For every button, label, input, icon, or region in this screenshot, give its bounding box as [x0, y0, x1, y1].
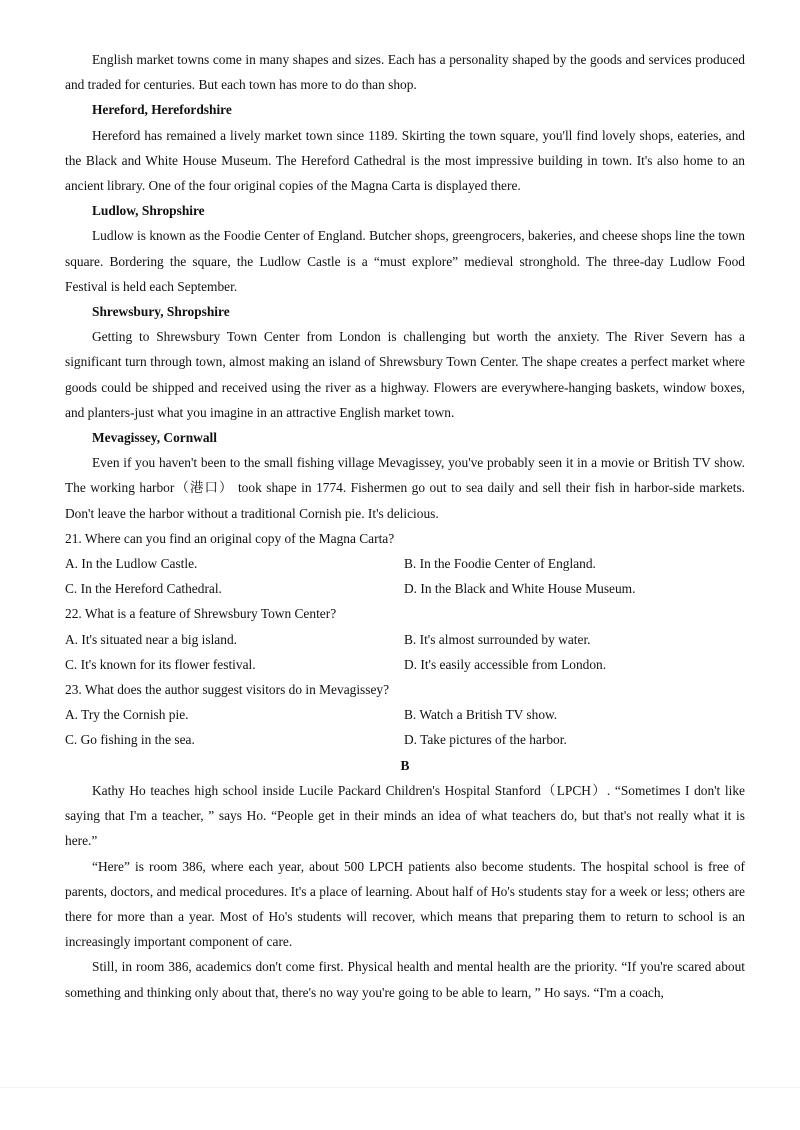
section-b-paragraph-1: Kathy Ho teaches high school inside Lucile Packard Children's Hospital Stanford（LPCH）. “Sometimes I don't like saying that I'm a teacher, ” says Ho. “People get in their minds an idea of what teachers do, but that's not really what it is here.” — [65, 782, 745, 849]
question-21-option-a: A. In the Ludlow Castle. — [65, 556, 198, 572]
section-b-label: B — [400, 757, 410, 773]
question-21-stem: 21. Where can you find an original copy of the Magna Carta? — [65, 530, 395, 546]
question-22-option-d: D. It's easily accessible from London. — [404, 656, 607, 672]
question-21-options-row-1 — [65, 551, 745, 576]
question-22-stem: 22. What is a feature of Shrewsbury Town Center? — [65, 606, 337, 622]
town-text-mevagissey: Even if you haven't been to the small fishing village Mevagissey, you've probably seen it in a movie or British TV show. The working harbor（港口） took shape in 1774. Fishermen go out to sea daily and sell their fish in harbor-side markets. Don't leave the harbor without a traditional Cornish pie. It's delicious. — [65, 455, 745, 521]
section-b-paragraph-2: “Here” is room 386, where each year, about 500 LPCH patients also become students. The hospital school is free of parents, doctors, and medical procedures. It's a place of learning. About half of Ho's students stay for a week or less; others are there for more than a year. Most of Ho's students will recover, which means that preparing them to return to school is an increasingly important component of care. — [65, 858, 745, 950]
question-23-option-b: B. Watch a British TV show. — [404, 707, 558, 723]
section-b-paragraph-3: Still, in room 386, academics don't come first. Physical health and mental health are the priority. “If you're scared about something and thinking only about that, there's no way you're going to be able to learn, ” Ho says. “I'm a coach, — [65, 959, 745, 1000]
question-23-option-c: C. Go fishing in the sea. — [65, 732, 195, 748]
town-heading-mevagissey: Mevagissey, Cornwall — [92, 430, 217, 446]
town-heading-hereford: Hereford, Herefordshire — [92, 102, 232, 118]
question-23-option-a: A. Try the Cornish pie. — [65, 707, 189, 723]
document-content — [65, 47, 745, 1005]
question-22-option-a: A. It's situated near a big island. — [65, 631, 237, 647]
town-text-shrewsbury: Getting to Shrewsbury Town Center from London is challenging but worth the anxiety. The River Severn has a significant turn through town, almost making an island of Shrewsbury Town Center. The shape creates a perfect market where goods could be shipped and received using the river as a highway. Flowers are everywhere-hanging baskets, window boxes, and planters-just what you imagine in an attractive English market town. — [65, 329, 745, 420]
town-text-ludlow: Ludlow is known as the Foodie Center of England. Butcher shops, greengrocers, bakeries, and cheese shops line the town square. Bordering the square, the Ludlow Castle is a “must explore” medieval stronghold. The three-day Ludlow Food Festival is held each September. — [65, 228, 745, 294]
question-22-option-c: C. It's known for its flower festival. — [65, 656, 256, 672]
question-21-option-b: B. In the Foodie Center of England. — [404, 556, 596, 572]
question-22-options-row-2 — [65, 652, 745, 677]
question-22-option-b: B. It's almost surrounded by water. — [404, 631, 591, 647]
question-21-option-c: C. In the Hereford Cathedral. — [65, 581, 222, 597]
town-heading-shrewsbury: Shrewsbury, Shropshire — [92, 304, 230, 320]
town-text-hereford: Hereford has remained a lively market town since 1189. Skirting the town square, you'll find lovely shops, eateries, and the Black and White House Museum. The Hereford Cathedral is the most impressive building in town. It's also home to an ancient library. One of the four original copies of the Magna Carta is displayed there. — [65, 127, 745, 194]
question-23-options-row-1 — [65, 702, 745, 727]
question-23-stem: 23. What does the author suggest visitors do in Mevagissey? — [65, 682, 390, 698]
question-22-options-row-1 — [65, 627, 745, 652]
question-23-options-row-2 — [65, 727, 745, 752]
page-footer-divider — [0, 1087, 800, 1088]
question-21-option-d: D. In the Black and White House Museum. — [404, 581, 636, 597]
intro-paragraph: English market towns come in many shapes and sizes. Each has a personality shaped by the goods and services produced and traded for centuries. But each town has more to do than shop. — [65, 52, 745, 93]
question-23-option-d: D. Take pictures of the harbor. — [404, 732, 567, 748]
town-heading-ludlow: Ludlow, Shropshire — [92, 203, 205, 219]
question-21-options-row-2 — [65, 576, 745, 601]
